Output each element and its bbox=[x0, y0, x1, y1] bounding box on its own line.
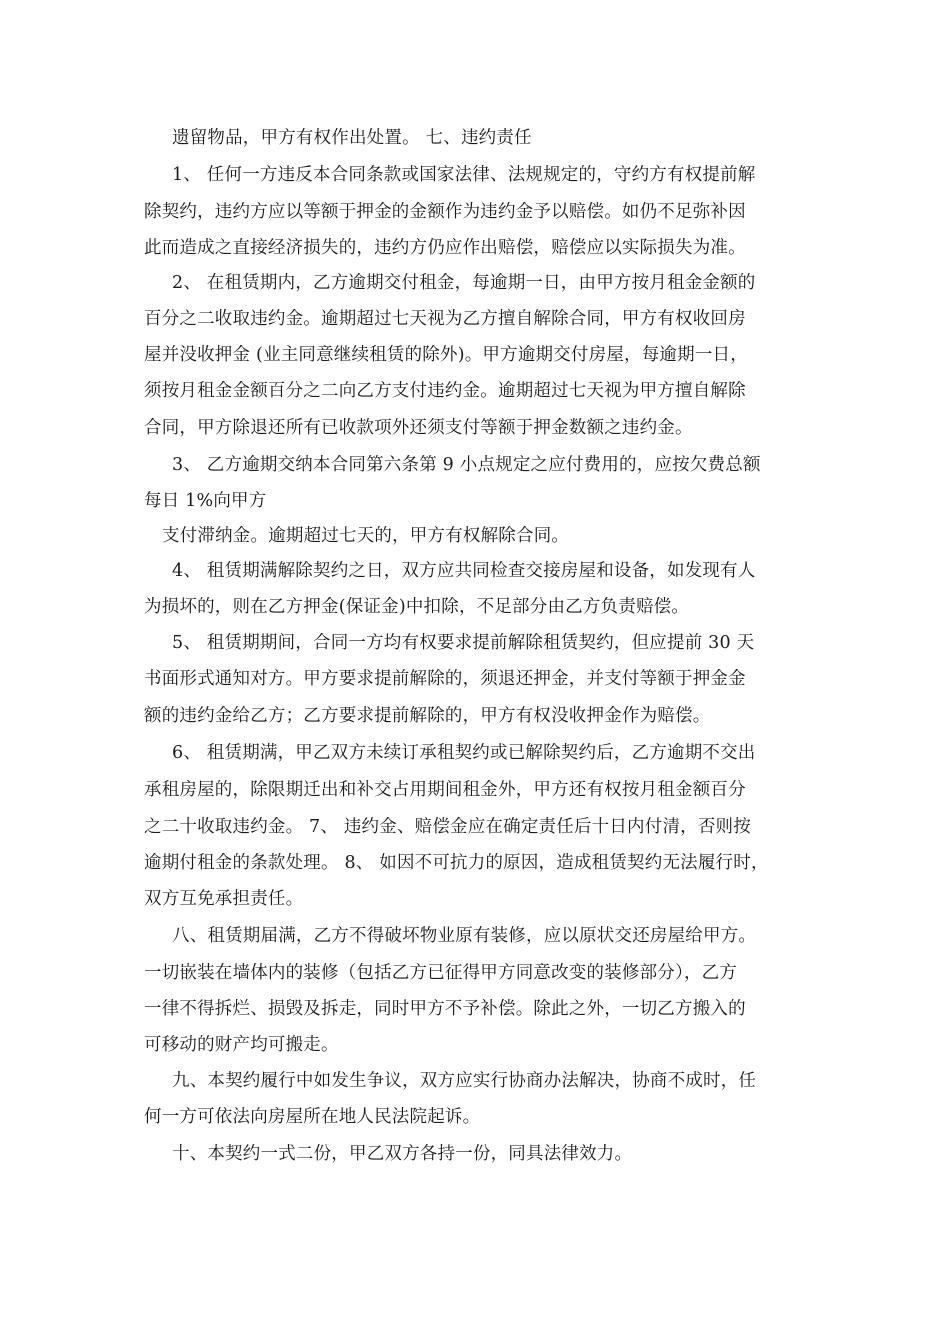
text-line-7: 屋并没收押金 (业主同意继续租赁的除外)。甲方逾期交付房屋，每逾期一日， bbox=[144, 345, 748, 365]
text-line-13: 4、 租赁期满解除契约之日，双方应共同检查交接房屋和设备，如发现有人 bbox=[172, 561, 756, 581]
text-line-5: 2、 在租赁期内，乙方逾期交付租金，每逾期一日，由甲方按月租金金额的 bbox=[172, 273, 756, 293]
text-line-22: 双方互免承担责任。 bbox=[144, 889, 304, 909]
text-line-4: 此而造成之直接经济损失的，违约方仍应作出赔偿，赔偿应以实际损失为准。 bbox=[144, 238, 746, 258]
text-line-14: 为损坏的，则在乙方押金(保证金)中扣除，不足部分由乙方负责赔偿。 bbox=[144, 597, 690, 617]
text-line-15: 5、 租赁期期间，合同一方均有权要求提前解除租赁契约，但应提前 30 天 bbox=[172, 633, 755, 653]
text-line-24: 一切嵌装在墙体内的装修（包括乙方已征得甲方同意改变的装修部分），乙方 bbox=[144, 963, 738, 983]
text-line-28: 何一方可依法向房屋所在地人民法院起诉。 bbox=[144, 1107, 481, 1127]
text-line-2: 1、 任何一方违反本合同条款或国家法律、法规规定的，守约方有权提前解 bbox=[172, 165, 756, 185]
text-line-26: 可移动的财产均可搬走。 bbox=[144, 1035, 339, 1055]
text-line-9: 合同，甲方除退还所有已收款项外还须支付等额于押金数额之违约金。 bbox=[144, 418, 693, 438]
text-line-17: 额的违约金给乙方；乙方要求提前解除的，甲方有权没收押金作为赔偿。 bbox=[144, 706, 711, 726]
text-line-23: 八、租赁期届满，乙方不得破坏物业原有装修，应以原状交还房屋给甲方。 bbox=[172, 926, 757, 946]
text-line-3: 除契约，违约方应以等额于押金的金额作为违约金予以赔偿。如仍不足弥补因 bbox=[144, 202, 746, 222]
text-line-16: 书面形式通知对方。甲方要求提前解除的，须退还押金，并支付等额于押金金 bbox=[144, 669, 746, 689]
text-line-10: 3、 乙方逾期交纳本合同第六条第 9 小点规定之应付费用的，应按欠费总额 bbox=[172, 455, 761, 475]
text-line-21: 逾期付租金的条款处理。 8、 如因不可抗力的原因，造成租赁契约无法履行时， bbox=[144, 853, 769, 873]
text-line-6: 百分之二收取违约金。逾期超过七天视为乙方擅自解除合同，甲方有权收回房 bbox=[144, 309, 746, 329]
text-line-8: 须按月租金金额百分之二向乙方支付违约金。逾期超过七天视为甲方擅自解除 bbox=[144, 381, 746, 401]
text-line-25: 一律不得拆烂、损毁及拆走，同时甲方不予补偿。除此之外，一切乙方搬入的 bbox=[144, 999, 746, 1019]
text-line-12: 支付滞纳金。逾期超过七天的，甲方有权解除合同。 bbox=[162, 526, 570, 546]
text-line-20: 之二十收取违约金。 7、 违约金、赔偿金应在确定责任后十日内付清，否则按 bbox=[144, 817, 751, 837]
text-line-11: 每日 1%向甲方 bbox=[144, 491, 267, 511]
text-line-18: 6、 租赁期满，甲乙双方未续订承租契约或已解除契约后，乙方逾期不交出 bbox=[172, 743, 756, 763]
text-line-29: 十、本契约一式二份，甲乙双方各持一份，同具法律效力。 bbox=[172, 1144, 633, 1164]
text-line-19: 承租房屋的，除限期迁出和补交占用期间租金外，甲方还有权按月租金额百分 bbox=[144, 780, 746, 800]
text-line-27: 九、本契约履行中如发生争议，双方应实行协商办法解决，协商不成时，任 bbox=[172, 1071, 757, 1091]
text-line-1: 遗留物品，甲方有权作出处置。 七、违约责任 bbox=[172, 128, 532, 148]
